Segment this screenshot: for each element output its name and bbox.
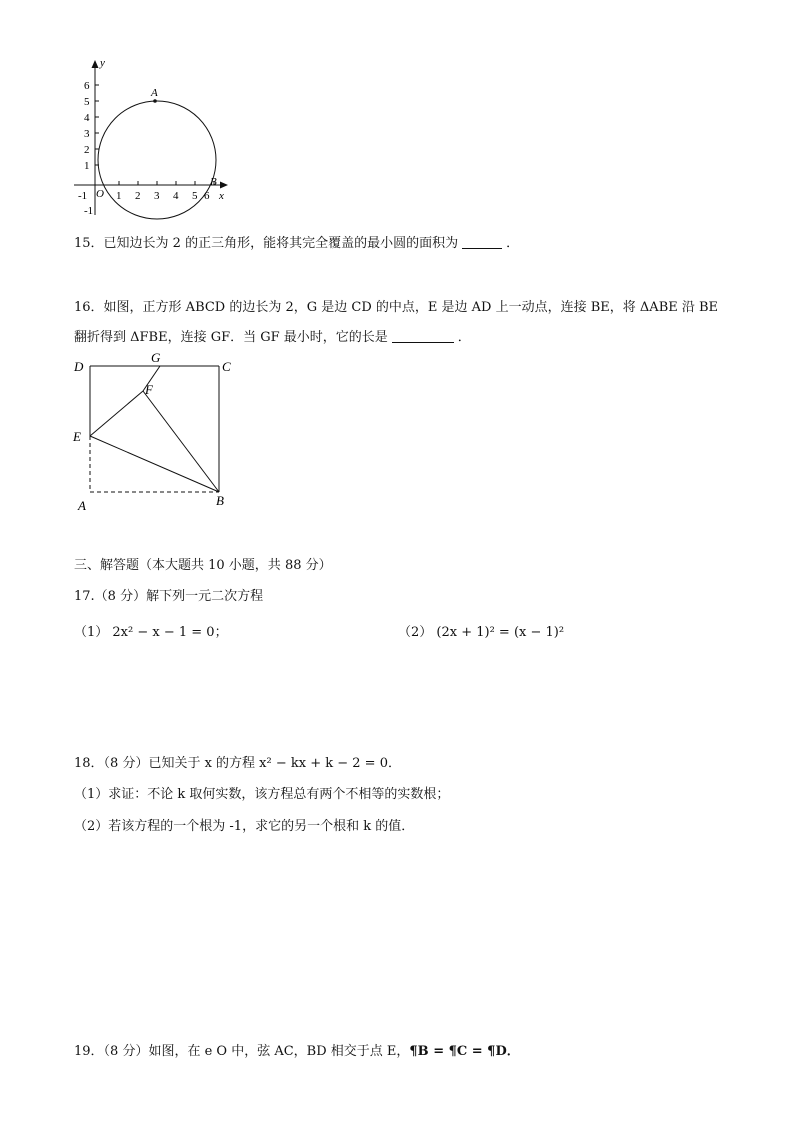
question-19-text: 19．（8 分）如图，在 e O 中，弦 AC，BD 相交于点 E， bbox=[74, 1044, 410, 1059]
coordinate-circle-graph bbox=[60, 56, 240, 226]
y-tick-label: 3 bbox=[84, 128, 90, 140]
x-tick-label: -1 bbox=[78, 190, 88, 202]
question-16-line-2 bbox=[74, 326, 471, 345]
y-tick-label: 5 bbox=[84, 96, 90, 108]
y-axis-label: y bbox=[100, 57, 105, 69]
question-18-part-2: （2）若该方程的一个根为 -1，求它的另一个根和 k 的值． bbox=[74, 819, 415, 834]
x-tick-label: 5 bbox=[192, 190, 198, 202]
label-d: D bbox=[74, 359, 84, 374]
question-18-part-1: （1）求证：不论 k 取何实数，该方程总有两个不相等的实数根； bbox=[74, 787, 450, 802]
point-a-dot bbox=[153, 99, 157, 103]
x-axis-arrow bbox=[220, 182, 228, 189]
label-c: C bbox=[222, 359, 231, 374]
x-tick-label: 6 bbox=[204, 190, 210, 202]
x-tick-label: 3 bbox=[154, 190, 160, 202]
answer-blank[interactable] bbox=[392, 330, 454, 343]
label-e: E bbox=[73, 429, 81, 444]
y-tick-label: -1 bbox=[84, 205, 94, 217]
label-f: F bbox=[145, 382, 153, 397]
square-fold-figure bbox=[66, 346, 246, 516]
y-tick-label: 2 bbox=[84, 144, 90, 156]
question-15-end: ． bbox=[506, 236, 520, 251]
x-tick-label: 4 bbox=[173, 190, 179, 202]
answer-blank[interactable] bbox=[462, 236, 502, 249]
segment-eb bbox=[90, 436, 219, 492]
question-16-line-1: 16．如图，正方形 ABCD 的边长为 2，G 是边 CD 的中点，E 是边 AD 上一动点，连接 BE，将 ΔABE 沿 BE bbox=[74, 300, 719, 315]
label-a: A bbox=[78, 498, 86, 513]
question-15 bbox=[74, 232, 519, 251]
x-tick-label: 2 bbox=[135, 190, 141, 202]
question-16-line-2-text: 翻折得到 ΔFBE，连接 GF．当 GF 最小时，它的长是 bbox=[74, 330, 388, 345]
section-title: 三、解答题（本大题共 10 小题，共 88 分） bbox=[74, 558, 332, 573]
y-tick-label: 4 bbox=[84, 112, 90, 124]
question-19-tail: ¶B = ¶C = ¶D． bbox=[409, 1044, 520, 1059]
question-18: 18．（8 分）已知关于 x 的方程 x² − kx + k − 2 = 0． bbox=[74, 756, 401, 771]
point-b-label: B bbox=[210, 176, 217, 188]
label-b: B bbox=[216, 493, 224, 508]
label-g: G bbox=[151, 350, 161, 365]
question-17-part-1: （1） 2x² − x − 1 = 0； bbox=[74, 625, 228, 640]
question-17: 17.（8 分）解下列一元二次方程 bbox=[74, 589, 264, 604]
y-tick-label: 1 bbox=[84, 160, 90, 172]
question-19 bbox=[74, 1040, 520, 1059]
question-16-end: ． bbox=[457, 330, 471, 345]
x-tick-label: 1 bbox=[116, 190, 122, 202]
segment-ef bbox=[90, 391, 143, 436]
question-17-part-2: （2） (2x + 1)² = (x − 1)² bbox=[398, 625, 565, 640]
y-axis-arrow bbox=[92, 60, 99, 68]
point-a-label: A bbox=[151, 87, 158, 99]
segment-fb bbox=[143, 391, 219, 492]
y-tick-label: 6 bbox=[84, 80, 90, 92]
origin-label: O bbox=[96, 188, 104, 200]
x-axis-label: x bbox=[219, 190, 224, 202]
question-15-text: 15．已知边长为 2 的正三角形，能将其完全覆盖的最小圆的面积为 bbox=[74, 236, 459, 251]
